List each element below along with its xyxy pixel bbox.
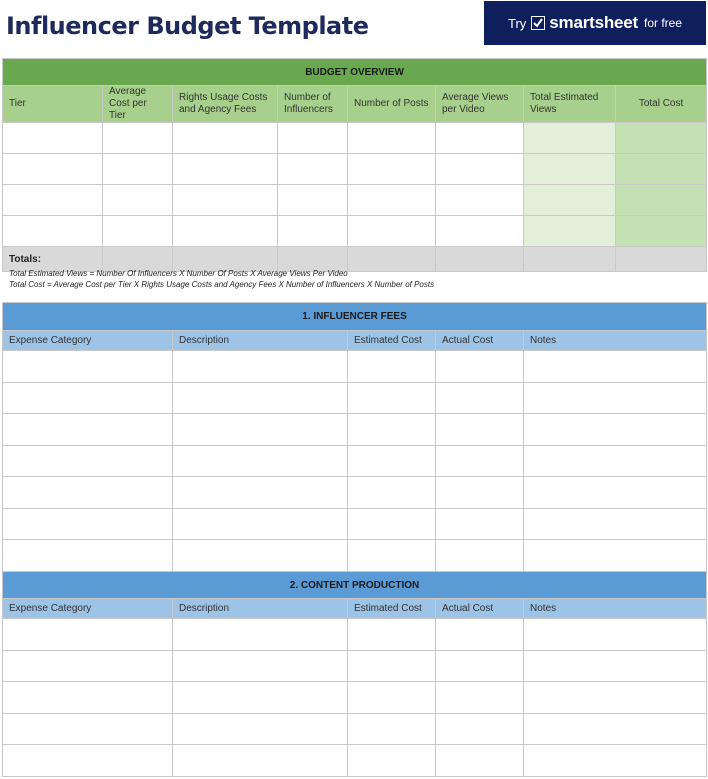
table-cell[interactable] [278,154,348,185]
table-cell[interactable] [436,351,524,383]
table-cell[interactable] [173,382,348,414]
column-header: Expense Category [3,599,173,619]
content-production-table [2,571,707,777]
formula-note: Total Estimated Views = Number Of Influencers X Number Of Posts X Average Views Per Video [9,269,348,278]
table-cell[interactable] [348,745,436,777]
table-cell[interactable] [436,682,524,714]
table-cell[interactable] [524,382,707,414]
budget-overview-table [2,58,707,272]
totals-cell[interactable] [436,247,524,272]
column-header: Tier [3,86,103,123]
table-cell[interactable] [348,445,436,477]
table-cell[interactable] [173,414,348,446]
table-cell[interactable] [3,351,173,383]
table-cell[interactable] [524,185,616,216]
table-cell[interactable] [436,414,524,446]
table-cell[interactable] [3,745,173,777]
table-cell[interactable] [173,216,278,247]
column-header: Actual Cost [436,599,524,619]
column-header: Actual Cost [436,331,524,351]
table-cell[interactable] [348,682,436,714]
cta-try-label: Try [507,15,527,31]
table-cell[interactable] [3,619,173,651]
table-cell[interactable] [3,540,173,572]
table-cell[interactable] [173,185,278,216]
table-cell[interactable] [3,123,103,154]
formula-note: Total Cost = Average Cost per Tier X Rights Usage Costs and Agency Fees X Number of Influencers X Number of Posts [9,280,435,289]
table-cell[interactable] [436,123,524,154]
table-cell[interactable] [173,477,348,509]
table-cell[interactable] [436,382,524,414]
table-cell[interactable] [524,650,707,682]
table-cell[interactable] [348,540,436,572]
table-cell[interactable] [348,154,436,185]
table-cell[interactable] [3,185,103,216]
table-cell[interactable] [103,185,173,216]
table-cell[interactable] [524,414,707,446]
cta-suffix-label: for free [644,16,683,30]
table-cell[interactable] [103,216,173,247]
table-cell[interactable] [348,650,436,682]
table-cell[interactable] [103,154,173,185]
table-cell[interactable] [616,216,707,247]
checkmark-icon [531,16,545,30]
table-cell[interactable] [348,713,436,745]
table-cell[interactable] [524,682,707,714]
table-cell[interactable] [3,414,173,446]
table-cell[interactable] [173,540,348,572]
table-cell[interactable] [3,382,173,414]
totals-label: Totals: [3,247,103,272]
table-cell[interactable] [616,154,707,185]
table-cell[interactable] [348,414,436,446]
table-cell[interactable] [173,682,348,714]
table-cell[interactable] [436,477,524,509]
table-cell[interactable] [524,154,616,185]
totals-cell[interactable] [616,247,707,272]
table-cell[interactable] [436,713,524,745]
table-cell[interactable] [436,745,524,777]
table-cell[interactable] [436,540,524,572]
table-cell[interactable] [3,477,173,509]
table-cell[interactable] [524,445,707,477]
influencer-fees-table [2,302,707,572]
column-header: Description [173,599,348,619]
column-header: Notes [524,331,707,351]
budget-overview-banner: BUDGET OVERVIEW [3,59,707,86]
table-cell[interactable] [436,185,524,216]
table-cell[interactable] [3,508,173,540]
table-cell[interactable] [173,445,348,477]
table-cell[interactable] [524,216,616,247]
table-cell[interactable] [3,216,103,247]
table-cell[interactable] [348,216,436,247]
table-cell[interactable] [524,713,707,745]
table-cell[interactable] [436,445,524,477]
table-cell[interactable] [436,216,524,247]
table-cell[interactable] [103,123,173,154]
table-cell[interactable] [173,745,348,777]
page-title: Influencer Budget Template [6,12,369,40]
column-header: Number of Posts [348,86,436,123]
table-cell[interactable] [436,619,524,651]
column-header: Estimated Cost [348,599,436,619]
column-header: Notes [524,599,707,619]
content-production-banner: 2. CONTENT PRODUCTION [3,572,707,599]
table-cell[interactable] [278,185,348,216]
table-cell[interactable] [278,216,348,247]
table-cell[interactable] [173,650,348,682]
column-header: Number of Influencers [278,86,348,123]
column-header: Average Views per Video [436,86,524,123]
table-cell[interactable] [348,477,436,509]
table-cell[interactable] [524,351,707,383]
table-cell[interactable] [173,713,348,745]
table-cell[interactable] [3,682,173,714]
smartsheet-cta-button[interactable] [484,1,706,45]
table-cell[interactable] [173,619,348,651]
table-cell[interactable] [524,540,707,572]
table-cell[interactable] [348,185,436,216]
column-header: Rights Usage Costs and Agency Fees [173,86,278,123]
table-cell[interactable] [3,713,173,745]
column-header: Description [173,331,348,351]
column-header: Total Estimated Views [524,86,616,123]
table-cell[interactable] [3,445,173,477]
table-cell[interactable] [524,477,707,509]
table-cell[interactable] [616,123,707,154]
table-cell[interactable] [436,650,524,682]
table-cell[interactable] [173,154,278,185]
influencer-fees-banner: 1. INFLUENCER FEES [3,303,707,331]
table-cell[interactable] [173,351,348,383]
table-cell[interactable] [3,154,103,185]
cta-brand-label: smartsheet [549,13,638,32]
table-cell[interactable] [348,123,436,154]
table-cell[interactable] [348,351,436,383]
table-cell[interactable] [616,185,707,216]
table-cell[interactable] [524,619,707,651]
table-cell[interactable] [3,650,173,682]
table-cell[interactable] [278,123,348,154]
table-cell[interactable] [348,508,436,540]
table-cell[interactable] [173,508,348,540]
table-cell[interactable] [348,382,436,414]
table-cell[interactable] [348,619,436,651]
totals-cell[interactable] [524,247,616,272]
table-cell[interactable] [436,508,524,540]
column-header: Average Cost per Tier [103,86,173,123]
column-header: Expense Category [3,331,173,351]
table-cell[interactable] [524,745,707,777]
column-header: Total Cost [616,86,707,123]
table-cell[interactable] [173,123,278,154]
column-header: Estimated Cost [348,331,436,351]
table-cell[interactable] [524,508,707,540]
table-cell[interactable] [436,154,524,185]
formula-notes [9,268,434,290]
table-cell[interactable] [524,123,616,154]
